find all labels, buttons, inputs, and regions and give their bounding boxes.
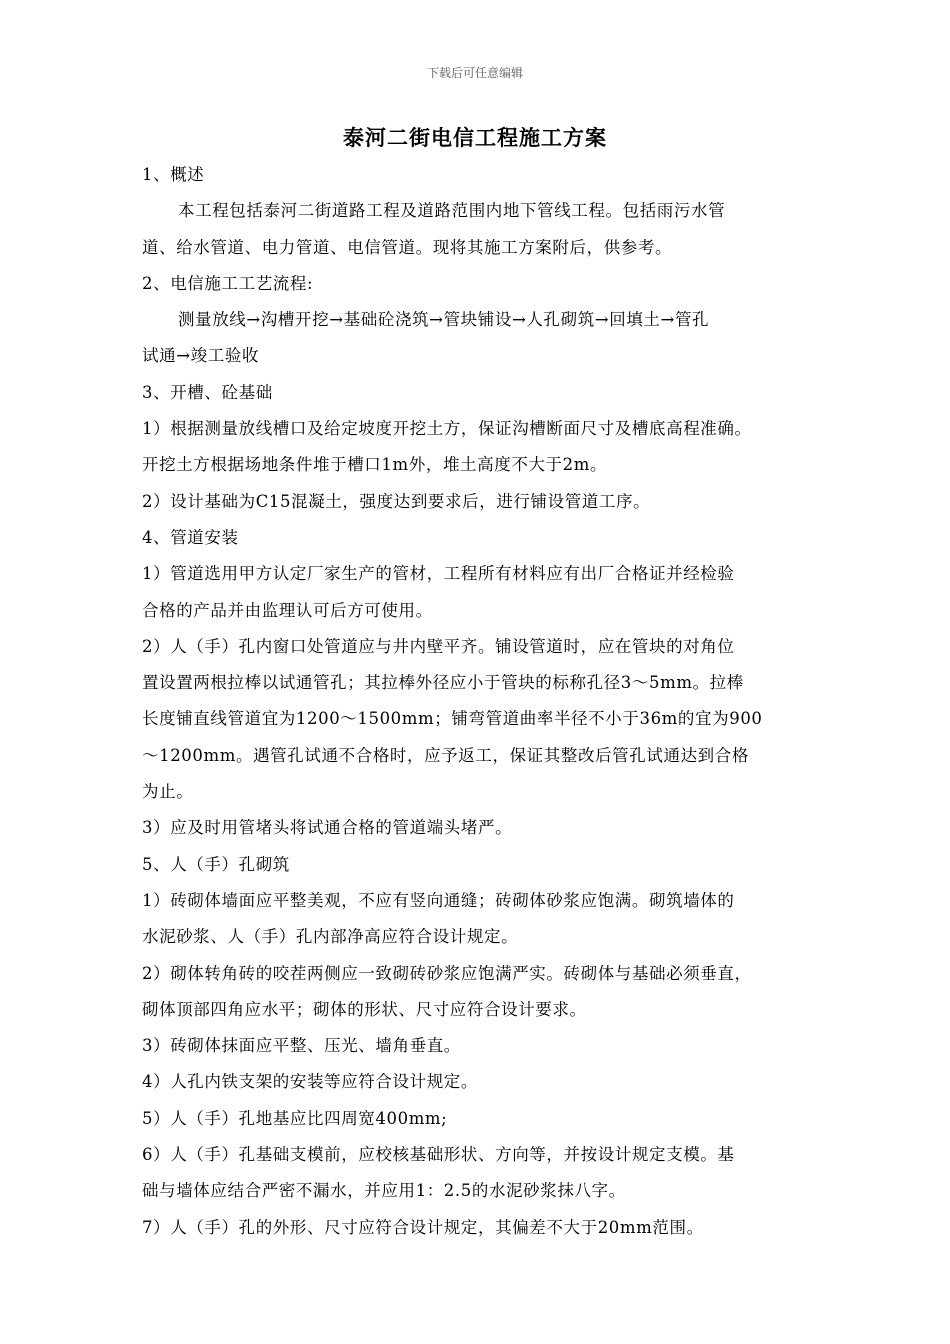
section-heading: 3、开槽、砼基础 <box>142 382 273 402</box>
paragraph-line: 测量放线→沟槽开挖→基础砼浇筑→管块铺设→人孔砌筑→回填土→管孔 <box>178 310 710 330</box>
paragraph-line: 试通→竣工验收 <box>142 346 260 366</box>
paragraph-line: 1）管道选用甲方认定厂家生产的管材，工程所有材料应有出厂合格证并经检验 <box>142 564 735 584</box>
paragraph-line: 5）人（手）孔地基应比四周宽400mm; <box>142 1108 448 1128</box>
paragraph-line: 7）人（手）孔的外形、尺寸应符合设计规定，其偏差不大于20mm范围。 <box>142 1217 704 1237</box>
paragraph-line: 砌体顶部四角应水平；砌体的形状、尺寸应符合设计要求。 <box>142 999 587 1019</box>
paragraph-line: 1）砖砌体墙面应平整美观，不应有竖向通缝；砖砌体砂浆应饱满。砌筑墙体的 <box>142 890 735 910</box>
paragraph-line: 1）根据测量放线槽口及给定坡度开挖土方，保证沟槽断面尺寸及槽底高程准确。 <box>142 419 752 439</box>
paragraph-line: 2）人（手）孔内窗口处管道应与井内壁平齐。铺设管道时，应在管块的对角位 <box>142 636 735 656</box>
paragraph-line: ～1200mm。遇管孔试通不合格时，应予返工，保证其整改后管孔试通达到合格 <box>142 745 749 765</box>
paragraph-line: 开挖土方根据场地条件堆于槽口1m外，堆土高度不大于2m。 <box>142 455 608 475</box>
paragraph-line: 6）人（手）孔基础支模前，应校核基础形状、方向等，并按设计规定支模。基 <box>142 1145 735 1165</box>
section-heading: 5、人（手）孔砌筑 <box>142 854 290 874</box>
paragraph-line: 水泥砂浆、人（手）孔内部净高应符合设计规定。 <box>142 927 519 947</box>
section-heading: 1、概述 <box>142 165 205 184</box>
document-body <box>142 157 810 1246</box>
paragraph-line: 长度铺直线管道宜为1200～1500mm；铺弯管道曲率半径不小于36m的宜为900 <box>142 709 763 729</box>
paragraph-line: 2）设计基础为C15混凝土，强度达到要求后，进行铺设管道工序。 <box>142 491 651 511</box>
section-heading: 4、管道安装 <box>142 527 239 547</box>
paragraph-line: 2）砌体转角砖的咬茬两侧应一致砌砖砂浆应饱满严实。砖砌体与基础必须垂直， <box>142 963 752 983</box>
section-heading: 2、电信施工工艺流程: <box>142 273 314 293</box>
paragraph-line: 为止。 <box>142 782 194 802</box>
header-note: 下载后可任意编辑 <box>426 66 523 80</box>
paragraph-line: 础与墙体应结合严密不漏水，并应用1：2.5的水泥砂浆抹八字。 <box>142 1181 626 1201</box>
document-title: 泰河二街电信工程施工方案 <box>343 125 607 150</box>
paragraph-line: 4）人孔内铁支架的安装等应符合设计规定。 <box>142 1072 478 1092</box>
paragraph-line: 道、给水管道、电力管道、电信管道。现将其施工方案附后，供参考。 <box>142 237 673 257</box>
paragraph-line: 合格的产品并由监理认可后方可使用。 <box>142 600 433 620</box>
paragraph-line: 置设置两根拉棒以试通管孔；其拉棒外径应小于管块的标称孔径3～5mm。拉棒 <box>142 673 744 693</box>
paragraph-line: 3）砖砌体抹面应平整、压光、墙角垂直。 <box>142 1036 461 1056</box>
paragraph-line: 本工程包括泰河二街道路工程及道路范围内地下管线工程。包括雨污水管 <box>178 201 726 221</box>
paragraph-line: 3）应及时用管堵头将试通合格的管道端头堵严。 <box>142 818 513 838</box>
